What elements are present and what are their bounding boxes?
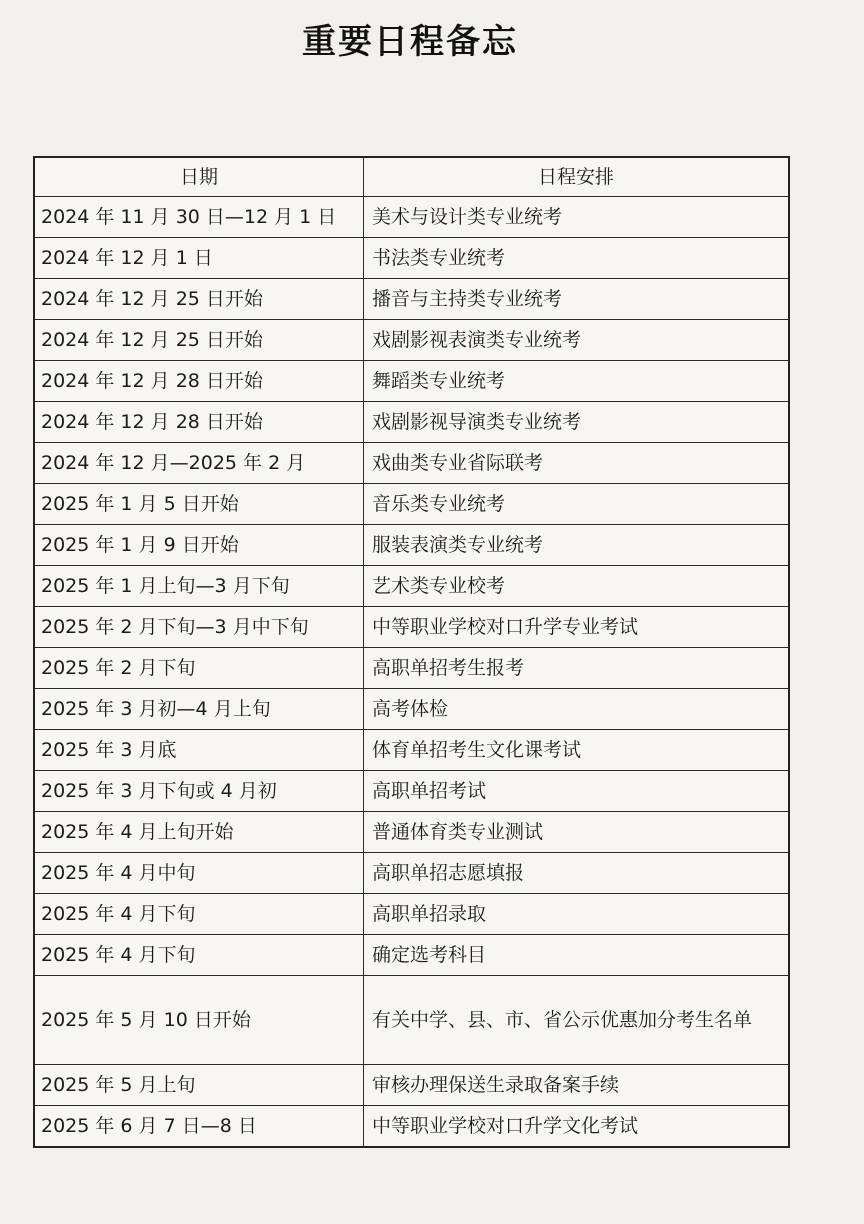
schedule-cell: 高职单招志愿填报 (364, 853, 790, 894)
table-row (34, 320, 789, 361)
date-cell: 2025 年 3 月底 (34, 730, 364, 771)
date-cell: 2025 年 3 月下旬或 4 月初 (34, 771, 364, 812)
schedule-cell: 中等职业学校对口升学文化考试 (364, 1106, 790, 1148)
table-row (34, 648, 789, 689)
date-cell: 2025 年 5 月上旬 (34, 1065, 364, 1106)
date-cell: 2025 年 4 月下旬 (34, 935, 364, 976)
header-schedule: 日程安排 (364, 157, 790, 197)
schedule-cell: 中等职业学校对口升学专业考试 (364, 607, 790, 648)
date-cell: 2024 年 12 月 28 日开始 (34, 361, 364, 402)
date-cell: 2025 年 6 月 7 日—8 日 (34, 1106, 364, 1148)
schedule-cell: 戏曲类专业省际联考 (364, 443, 790, 484)
page-title: 重要日程备忘 (302, 22, 518, 62)
table-row (34, 238, 789, 279)
table-row (34, 812, 789, 853)
schedule-cell: 艺术类专业校考 (364, 566, 790, 607)
schedule-cell: 书法类专业统考 (364, 238, 790, 279)
table-row (34, 607, 789, 648)
date-cell: 2025 年 1 月 9 日开始 (34, 525, 364, 566)
schedule-cell: 戏剧影视表演类专业统考 (364, 320, 790, 361)
table-header-row (34, 157, 789, 197)
schedule-cell: 体育单招考生文化课考试 (364, 730, 790, 771)
schedule-cell: 高职单招考生报考 (364, 648, 790, 689)
date-cell: 2024 年 12 月 1 日 (34, 238, 364, 279)
schedule-cell: 高考体检 (364, 689, 790, 730)
date-cell: 2024 年 11 月 30 日—12 月 1 日 (34, 197, 364, 238)
table-row (34, 443, 789, 484)
date-cell: 2025 年 2 月下旬—3 月中下旬 (34, 607, 364, 648)
schedule-cell: 高职单招考试 (364, 771, 790, 812)
table-row (34, 197, 789, 238)
date-cell: 2025 年 1 月 5 日开始 (34, 484, 364, 525)
date-cell: 2025 年 3 月初—4 月上旬 (34, 689, 364, 730)
table-row (34, 402, 789, 443)
date-cell: 2025 年 2 月下旬 (34, 648, 364, 689)
schedule-cell: 高职单招录取 (364, 894, 790, 935)
table-row (34, 1065, 789, 1106)
table-row (34, 279, 789, 320)
schedule-cell: 播音与主持类专业统考 (364, 279, 790, 320)
date-cell: 2025 年 4 月中旬 (34, 853, 364, 894)
table-row (34, 689, 789, 730)
schedule-cell: 有关中学、县、市、省公示优惠加分考生名单 (364, 976, 790, 1065)
schedule-cell: 美术与设计类专业统考 (364, 197, 790, 238)
date-cell: 2024 年 12 月 28 日开始 (34, 402, 364, 443)
date-cell: 2025 年 5 月 10 日开始 (34, 976, 364, 1065)
table-row (34, 1106, 789, 1148)
table-row (34, 771, 789, 812)
schedule-cell: 音乐类专业统考 (364, 484, 790, 525)
schedule-cell: 戏剧影视导演类专业统考 (364, 402, 790, 443)
table-row (34, 894, 789, 935)
table-row (34, 566, 789, 607)
schedule-table (33, 156, 790, 1148)
date-cell: 2025 年 4 月下旬 (34, 894, 364, 935)
table-row (34, 484, 789, 525)
table-row (34, 361, 789, 402)
date-cell: 2024 年 12 月 25 日开始 (34, 320, 364, 361)
schedule-cell: 审核办理保送生录取备案手续 (364, 1065, 790, 1106)
table-row (34, 935, 789, 976)
header-date: 日期 (34, 157, 364, 197)
schedule-cell: 确定选考科目 (364, 935, 790, 976)
table-row (34, 853, 789, 894)
schedule-cell: 舞蹈类专业统考 (364, 361, 790, 402)
table-row (34, 730, 789, 771)
date-cell: 2025 年 4 月上旬开始 (34, 812, 364, 853)
date-cell: 2024 年 12 月 25 日开始 (34, 279, 364, 320)
schedule-cell: 普通体育类专业测试 (364, 812, 790, 853)
date-cell: 2024 年 12 月—2025 年 2 月 (34, 443, 364, 484)
date-cell: 2025 年 1 月上旬—3 月下旬 (34, 566, 364, 607)
schedule-cell: 服装表演类专业统考 (364, 525, 790, 566)
table-row (34, 525, 789, 566)
table-row (34, 976, 789, 1065)
